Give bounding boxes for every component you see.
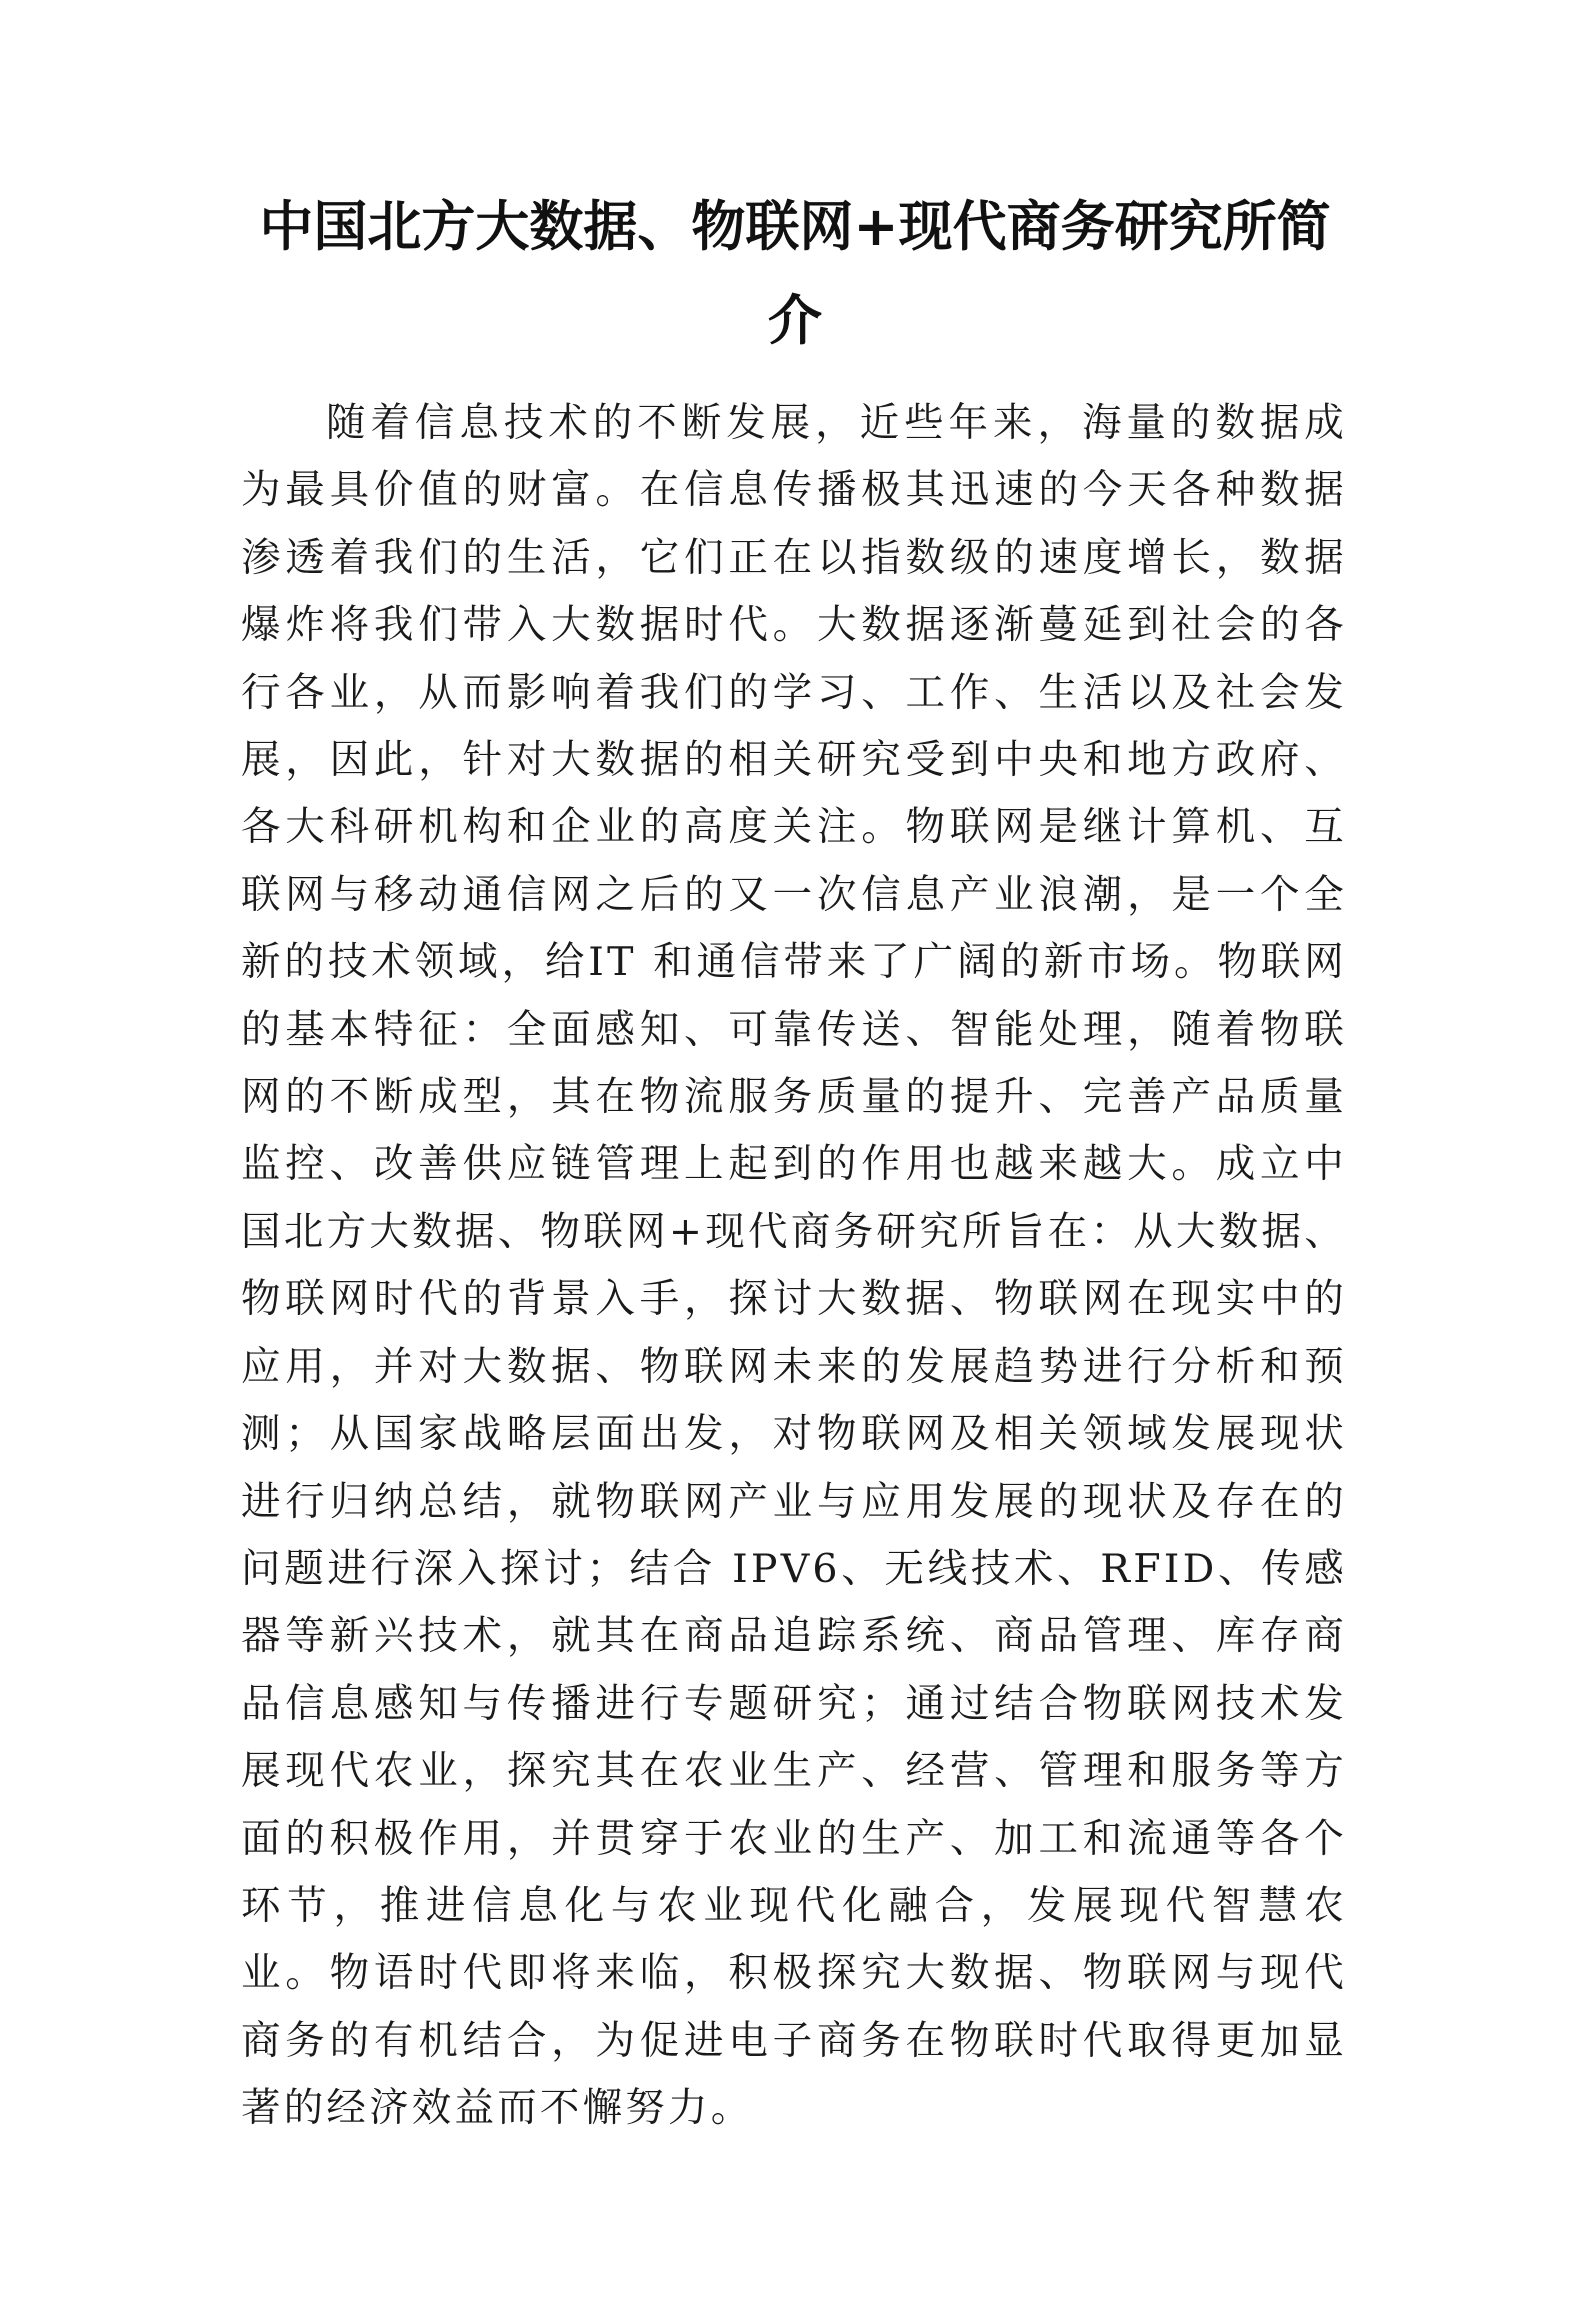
document-body — [241, 390, 1347, 2143]
document-title: 中国北方大数据、物联网+现代商务研究所简介 — [259, 195, 1331, 352]
body-paragraph: 随着信息技术的不断发展，近些年来，海量的数据成为最具价值的财富。在信息传播极其迅速的今天各种数据渗透着我们的生活，它们正在以指数级的速度增长，数据爆炸将我们带入大数据时代。大数据逐渐蔓延到社会的各行各业，从而影响着我们的学习、工作、生活以及社会发展，因此，针对大数据的相关研究受到中央和地方政府、各大科研机构和企业的高度关注。物联网是继计算机、互联网与移动通信网之后的又一次信息产业浪潮，是一个全新的技术领域，给IT 和通信带来了广阔的新市场。物联网的基本特征：全面感知、可靠传送、智能处理，随着物联网的不断成型，其在物流服务质量的提升、完善产品质量监控、改善供应链管理上起到的作用也越来越大。成立中国北方大数据、物联网+现代商务研究所旨在：从大数据、物联网时代的背景入手，探讨大数据、物联网在现实中的应用，并对大数据、物联网未来的发展趋势进行分析和预测；从国家战略层面出发，对物联网及相关领域发展现状进行归纳总结，就物联网产业与应用发展的现状及存在的问题进行深入探讨；结合 IPV6、无线技术、RFID、传感器等新兴技术，就其在商品追踪系统、商品管理、库存商品信息感知与传播进行专题研究；通过结合物联网技术发展现代农业，探究其在农业生产、经营、管理和服务等方面的积极作用，并贯穿于农业的生产、加工和流通等各个环节，推进信息化与农业现代化融合，发展现代智慧农业。物语时代即将来临，积极探究大数据、物联网与现代商务的有机结合，为促进电子商务在物联时代取得更加显著的经济效益而不懈努力。 — [241, 400, 1347, 2132]
